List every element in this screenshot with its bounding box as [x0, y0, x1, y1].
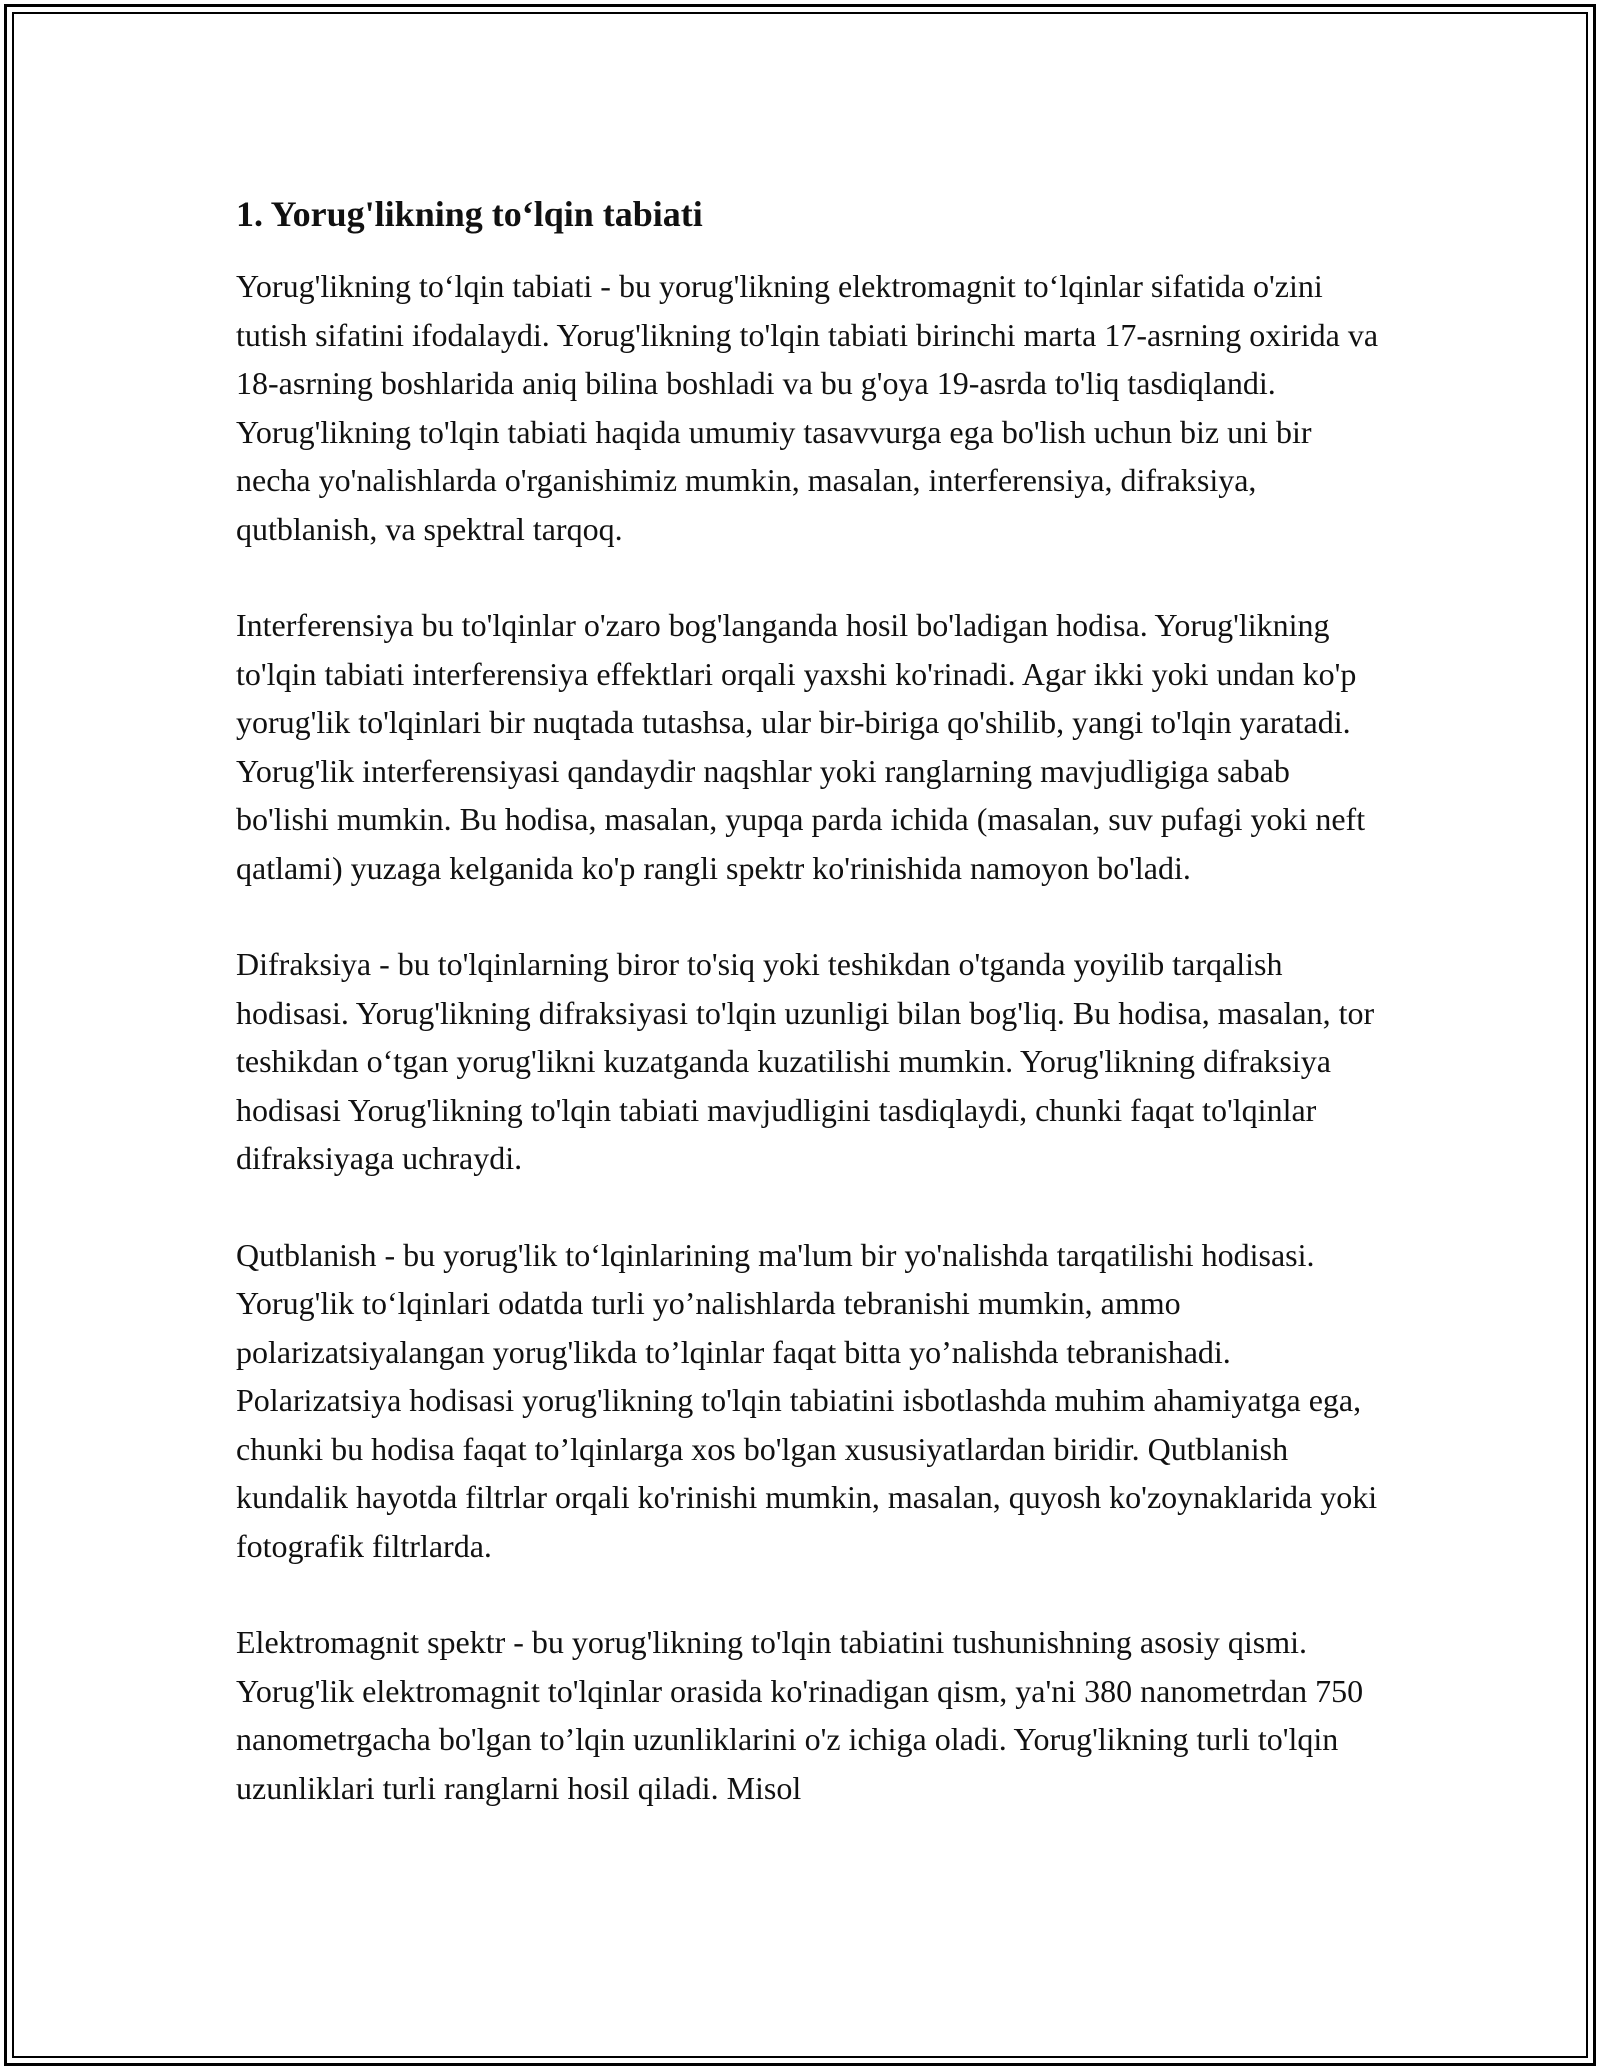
- paragraph-intro: Yorug'likning to‘lqin tabiati - bu yorug'likning elektromagnit to‘lqinlar sifatida o'zini tutish sifatini ifodalaydi. Yorug'likning to'lqin tabiati birinchi marta 17-asrning oxirida va 18-asrning boshlarida aniq bilina boshladi va bu g'oya 19-asrda to'liq tasdiqlandi. Yorug'likning to'lqin tabiati haqida umumiy tasavvurga ega bo'lish uchun biz uni bir necha yo'nalishlarda o'rganishimiz mumkin, masalan, interferensiya, difraksiya, qutblanish, va spektral tarqoq.: [236, 268, 1379, 547]
- paragraph-interference: Interferensiya bu to'lqinlar o'zaro bog'langanda hosil bo'ladigan hodisa. Yorug'likning to'lqin tabiati interferensiya effektlari orqali yaxshi ko'rinadi. Agar ikki yoki undan ko'p yorug'lik to'lqinlari bir nuqtada tutashsa, ular bir-biriga qo'shilib, yangi to'lqin yaratadi. Yorug'lik interferensiyasi qandaydir naqshlar yoki ranglarning mavjudligiga sabab bo'lishi mumkin. Bu hodisa, masalan, yupqa parda ichida (masalan, suv pufagi yoki neft qatlami) yuzaga kelganida ko'p rangli spektr ko'rinishida namoyon bo'ladi.: [236, 607, 1366, 886]
- paragraph-spectrum: Elektromagnit spektr - bu yorug'likning to'lqin tabiatini tushunishning asosiy qismi. Yorug'lik elektromagnit to'lqinlar orasida ko'rinadigan qism, ya'ni 380 nanometrdan 750 nanometrgacha bo'lgan to’lqin uzunliklarini o'z ichiga oladi. Yorug'likning turli to'lqin uzunliklari turli ranglarni hosil qiladi. Misol: [236, 1624, 1364, 1806]
- document-body: [236, 186, 1386, 1860]
- paragraph-polarization: Qutblanish - bu yorug'lik to‘lqinlarining ma'lum bir yo'nalishda tarqatilishi hodisasi. Yorug'lik to‘lqinlari odatda turli yo’nalishlarda tebranishi mumkin, ammo polarizatsiyalangan yorug'likda to’lqinlar faqat bitta yo’nalishda tebranishadi. Polarizatsiya hodisasi yorug'likning to'lqin tabiatini isbotlashda muhim ahamiyatga ega, chunki bu hodisa faqat to’lqinlarga xos bo'lgan xususiyatlardan biridir. Qutblanish kundalik hayotda filtrlar orqali ko'rinishi mumkin, masalan, quyosh ko'zoynaklarida yoki fotografik filtrlarda.: [236, 1236, 1378, 1564]
- paragraph-diffraction: Difraksiya - bu to'lqinlarning biror to'siq yoki teshikdan o'tganda yoyilib tarqalish hodisasi. Yorug'likning difraksiyasi to'lqin uzunligi bilan bog'liq. Bu hodisa, masalan, tor teshikdan o‘tgan yorug'likni kuzatganda kuzatilishi mumkin. Yorug'likning difraksiya hodisasi Yorug'likning to'lqin tabiati mavjudligini tasdiqlaydi, chunki faqat to'lqinlar difraksiyaga uchraydi.: [236, 946, 1375, 1176]
- section-heading: 1. Yorug'likning to‘lqin tabiati: [236, 194, 703, 234]
